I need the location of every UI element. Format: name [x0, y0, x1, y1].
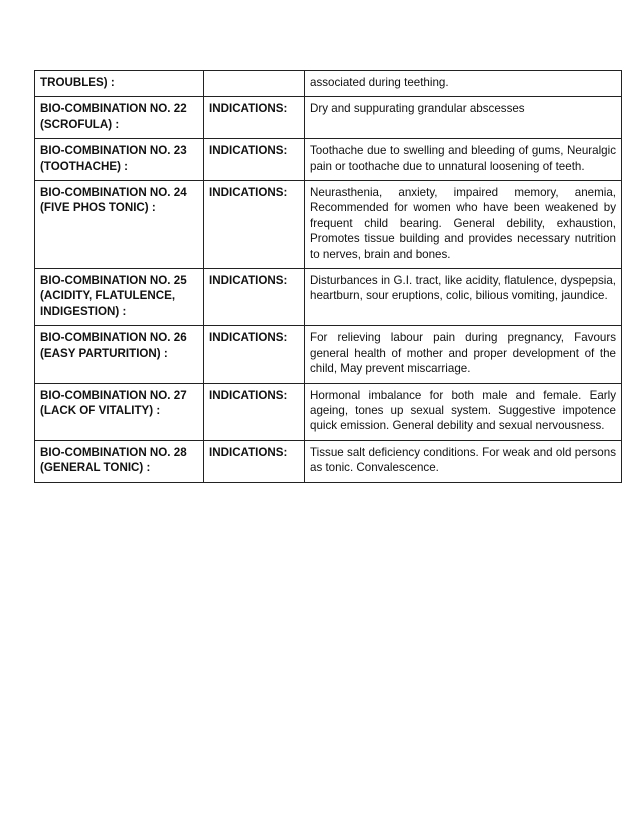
- table-row: [35, 139, 622, 181]
- remedy-name-cell: BIO-COMBINATION NO. 26 (EASY PARTURITION) :: [35, 326, 204, 383]
- indications-description-cell: Neurasthenia, anxiety, impaired memory, anemia, Recommended for women who have been weakened by frequent child bearing. General debility, exhaustion, Promotes tissue building and provides necessary nutrition to nerves, brain and bones.: [305, 181, 622, 269]
- remedy-name-cell: TROUBLES) :: [35, 71, 204, 97]
- indications-label-cell: INDICATIONS:: [204, 269, 305, 326]
- table-row: [35, 383, 622, 440]
- table-row: [35, 269, 622, 326]
- table-row: [35, 326, 622, 383]
- indications-description-cell: Disturbances in G.I. tract, like acidity, flatulence, dyspepsia, heartburn, sour eruptions, colic, bilious vomiting, jaundice.: [305, 269, 622, 326]
- indications-label-cell: [204, 71, 305, 97]
- indications-label-cell: INDICATIONS:: [204, 326, 305, 383]
- bio-combination-table: [34, 70, 622, 483]
- remedy-name-cell: BIO-COMBINATION NO. 27 (LACK OF VITALITY) :: [35, 383, 204, 440]
- indications-description-cell: associated during teething.: [305, 71, 622, 97]
- indications-label-cell: INDICATIONS:: [204, 440, 305, 482]
- indications-label-cell: INDICATIONS:: [204, 97, 305, 139]
- indications-label-cell: INDICATIONS:: [204, 139, 305, 181]
- indications-description-cell: Toothache due to swelling and bleeding of gums, Neuralgic pain or toothache due to unnatural loosening of teeth.: [305, 139, 622, 181]
- table-row: [35, 97, 622, 139]
- remedy-name-cell: BIO-COMBINATION NO. 22 (SCROFULA) :: [35, 97, 204, 139]
- table-row: [35, 181, 622, 269]
- remedy-name-cell: BIO-COMBINATION NO. 28 (GENERAL TONIC) :: [35, 440, 204, 482]
- remedy-name-cell: BIO-COMBINATION NO. 25 (ACIDITY, FLATULENCE, INDIGESTION) :: [35, 269, 204, 326]
- indications-description-cell: Dry and suppurating grandular abscesses: [305, 97, 622, 139]
- indications-label-cell: INDICATIONS:: [204, 383, 305, 440]
- indications-description-cell: For relieving labour pain during pregnancy, Favours general health of mother and proper development of the child, May prevent miscarriage.: [305, 326, 622, 383]
- indications-description-cell: Tissue salt deficiency conditions. For weak and old persons as tonic. Convalescence.: [305, 440, 622, 482]
- remedy-name-cell: BIO-COMBINATION NO. 23 (TOOTHACHE) :: [35, 139, 204, 181]
- table-row: [35, 440, 622, 482]
- remedy-name-cell: BIO-COMBINATION NO. 24 (FIVE PHOS TONIC) :: [35, 181, 204, 269]
- indications-description-cell: Hormonal imbalance for both male and female. Early ageing, tones up sexual system. Suggestive impotence quick emission. General debility and sexual nervousness.: [305, 383, 622, 440]
- table-row: [35, 71, 622, 97]
- indications-label-cell: INDICATIONS:: [204, 181, 305, 269]
